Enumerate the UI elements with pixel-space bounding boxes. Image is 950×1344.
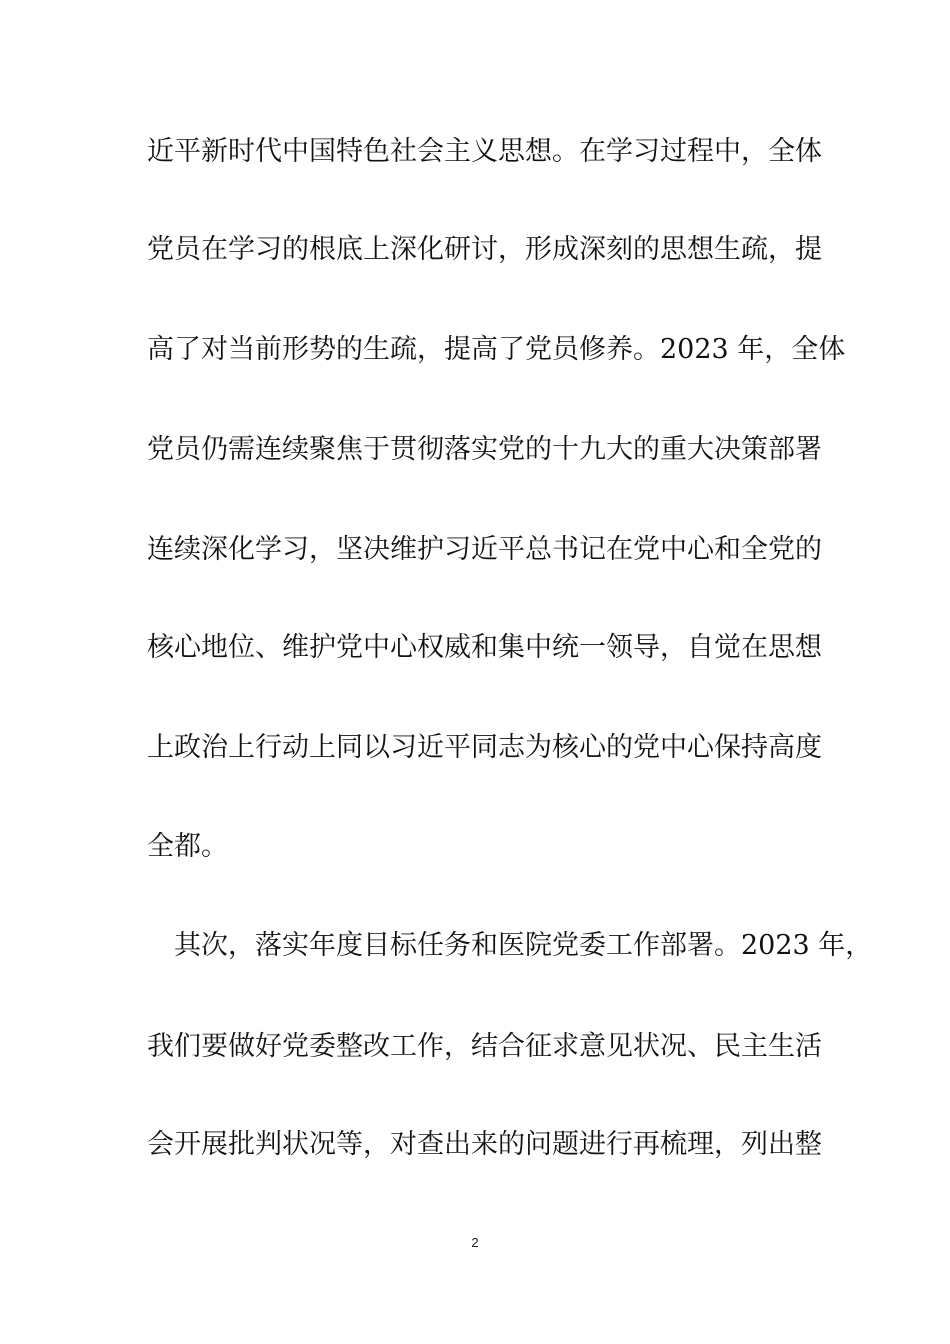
text-line: 党员仍需连续聚焦于贯彻落实党的十九大的重大决策部署 — [147, 434, 822, 465]
page-number: 2 — [471, 1235, 479, 1250]
text-line: 核心地位、维护党中心权威和集中统一领导，自觉在思想 — [147, 632, 822, 663]
text-line: 全都。 — [147, 831, 228, 862]
text-line: 我们要做好党委整改工作，结合征求意见状况、民主生活 — [147, 1031, 822, 1062]
paragraph-start-line: 其次，落实年度目标任务和医院党委工作部署。2023 年， — [174, 930, 873, 961]
text-line: 党员在学习的根底上深化研讨，形成深刻的思想生疏，提 — [147, 234, 822, 265]
text-line: 会开展批判状况等，对查出来的问题进行再梳理，列出整 — [147, 1129, 822, 1160]
text-line: 高了对当前形势的生疏，提高了党员修养。2023 年，全体 — [147, 334, 846, 365]
text-line: 上政治上行动上同以习近平同志为核心的党中心保持高度 — [147, 732, 822, 763]
text-line: 近平新时代中国特色社会主义思想。在学习过程中，全体 — [147, 136, 822, 167]
text-line: 连续深化学习，坚决维护习近平总书记在党中心和全党的 — [147, 534, 822, 565]
